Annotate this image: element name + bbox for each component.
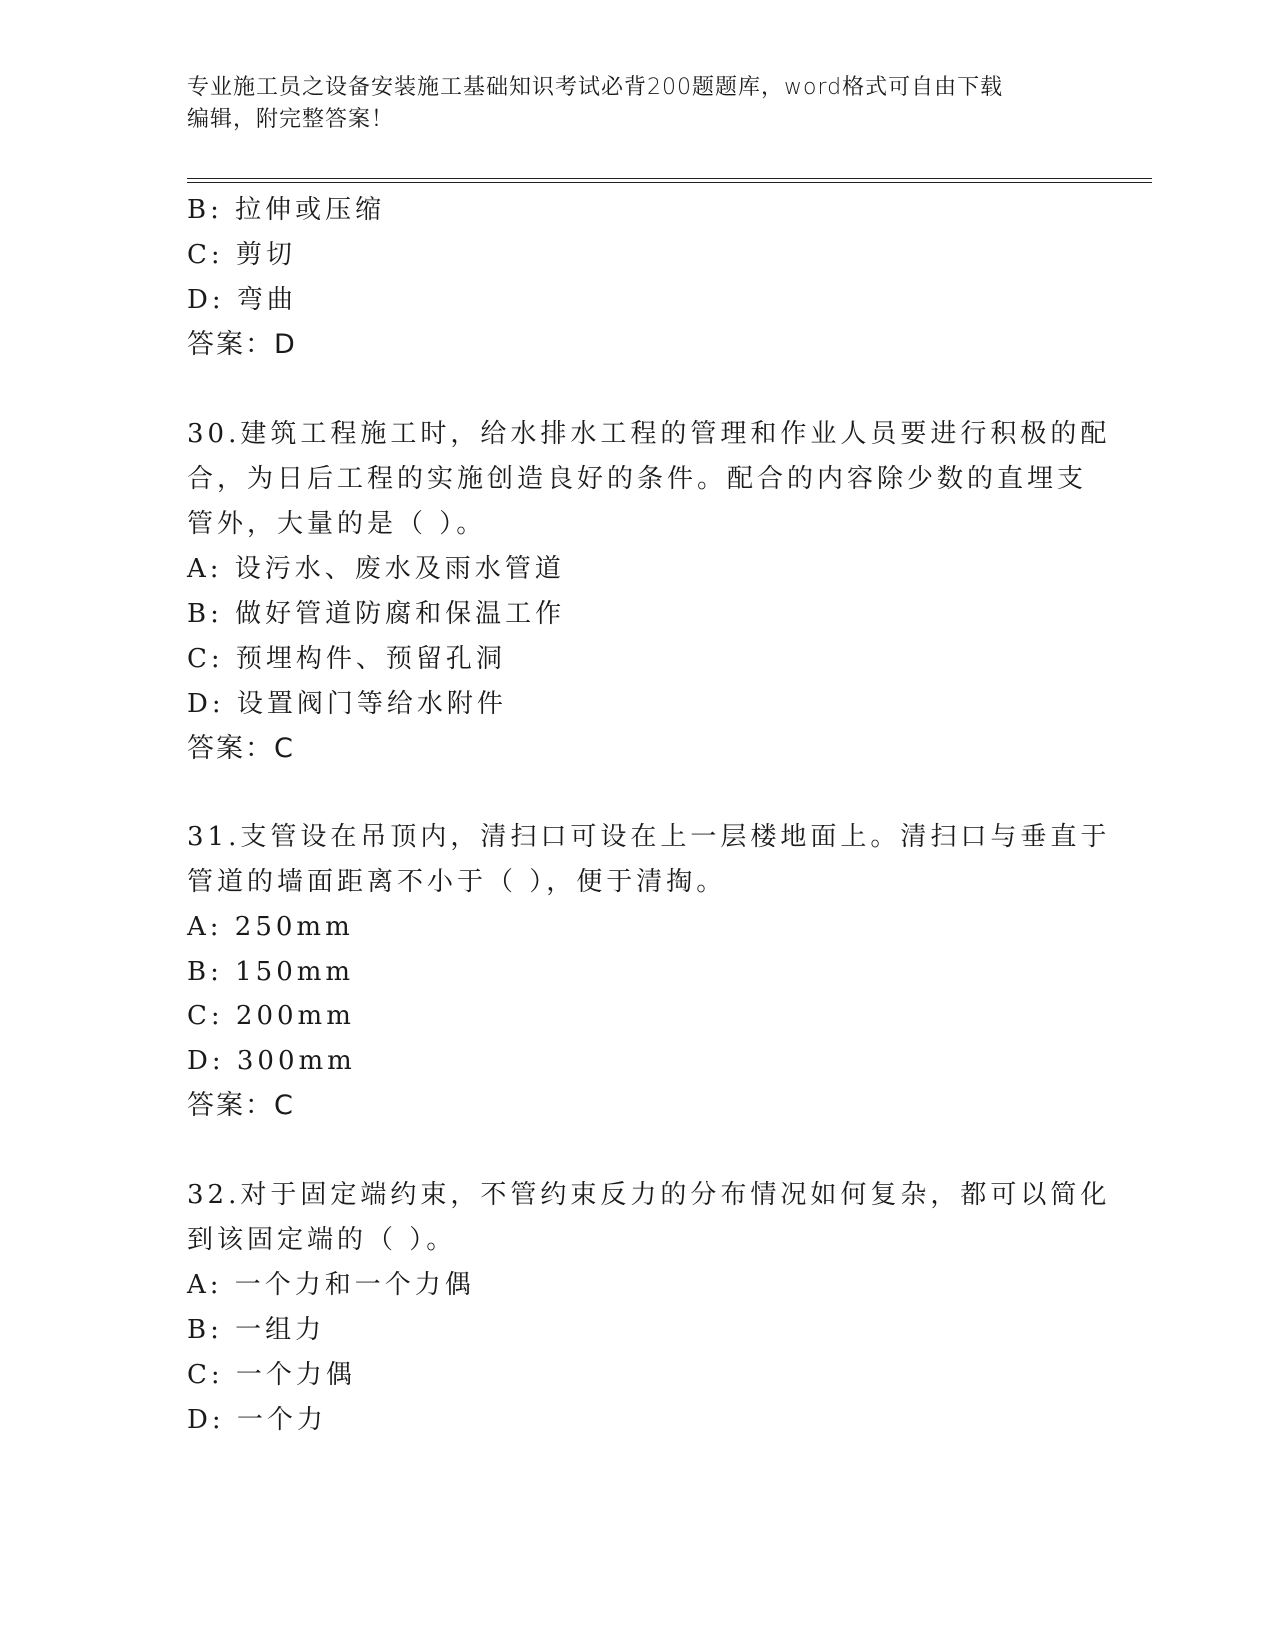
- q29-option-c: C: 剪切: [187, 240, 296, 270]
- q32-stem-line-2: 到该固定端的（ ）。: [187, 1225, 457, 1255]
- q31-option-a: A: 250mm: [187, 912, 354, 942]
- q29-option-b: B: 拉伸或压缩: [187, 195, 386, 225]
- header-rule-top: [187, 178, 1152, 179]
- q32-option-b: B: 一组力: [187, 1315, 326, 1345]
- q30-option-d: D: 设置阀门等给水附件: [187, 689, 507, 719]
- q30-option-b: B: 做好管道防腐和保温工作: [187, 599, 566, 629]
- q31-stem-line-1: 31.支管设在吊顶内，清扫口可设在上一层楼地面上。清扫口与垂直于: [187, 822, 1111, 852]
- q30-answer: 答案：C: [187, 733, 295, 764]
- q30-option-a: A: 设污水、废水及雨水管道: [187, 554, 565, 584]
- q32-option-d: D: 一个力: [187, 1405, 327, 1435]
- header-line-1: 专业施工员之设备安装施工基础知识考试必背200题题库，word格式可自由下载: [187, 75, 1004, 100]
- q31-option-c: C: 200mm: [187, 1001, 355, 1031]
- q30-option-c: C: 预埋构件、预留孔洞: [187, 644, 506, 674]
- q31-answer: 答案：C: [187, 1090, 295, 1121]
- q30-stem-line-3: 管外，大量的是（ ）。: [187, 509, 487, 539]
- document-header: [187, 72, 1067, 136]
- q32-stem-line-1: 32.对于固定端约束，不管约束反力的分布情况如何复杂，都可以简化: [187, 1180, 1111, 1210]
- q32-option-c: C: 一个力偶: [187, 1360, 356, 1390]
- q30-stem-line-2: 合，为日后工程的实施创造良好的条件。配合的内容除少数的直埋支: [187, 464, 1088, 494]
- q31-stem-line-2: 管道的墙面距离不小于（ ），便于清掏。: [187, 867, 727, 897]
- header-line-2: 编辑，附完整答案！: [187, 107, 395, 132]
- q29-answer: 答案：D: [187, 329, 297, 360]
- q31-option-b: B: 150mm: [187, 957, 355, 987]
- q31-option-d: D: 300mm: [187, 1046, 356, 1076]
- q32-option-a: A: 一个力和一个力偶: [187, 1270, 475, 1300]
- q29-option-d: D: 弯曲: [187, 285, 297, 315]
- header-rule-bottom: [187, 182, 1152, 183]
- q30-stem-line-1: 30.建筑工程施工时，给水排水工程的管理和作业人员要进行积极的配: [187, 419, 1111, 449]
